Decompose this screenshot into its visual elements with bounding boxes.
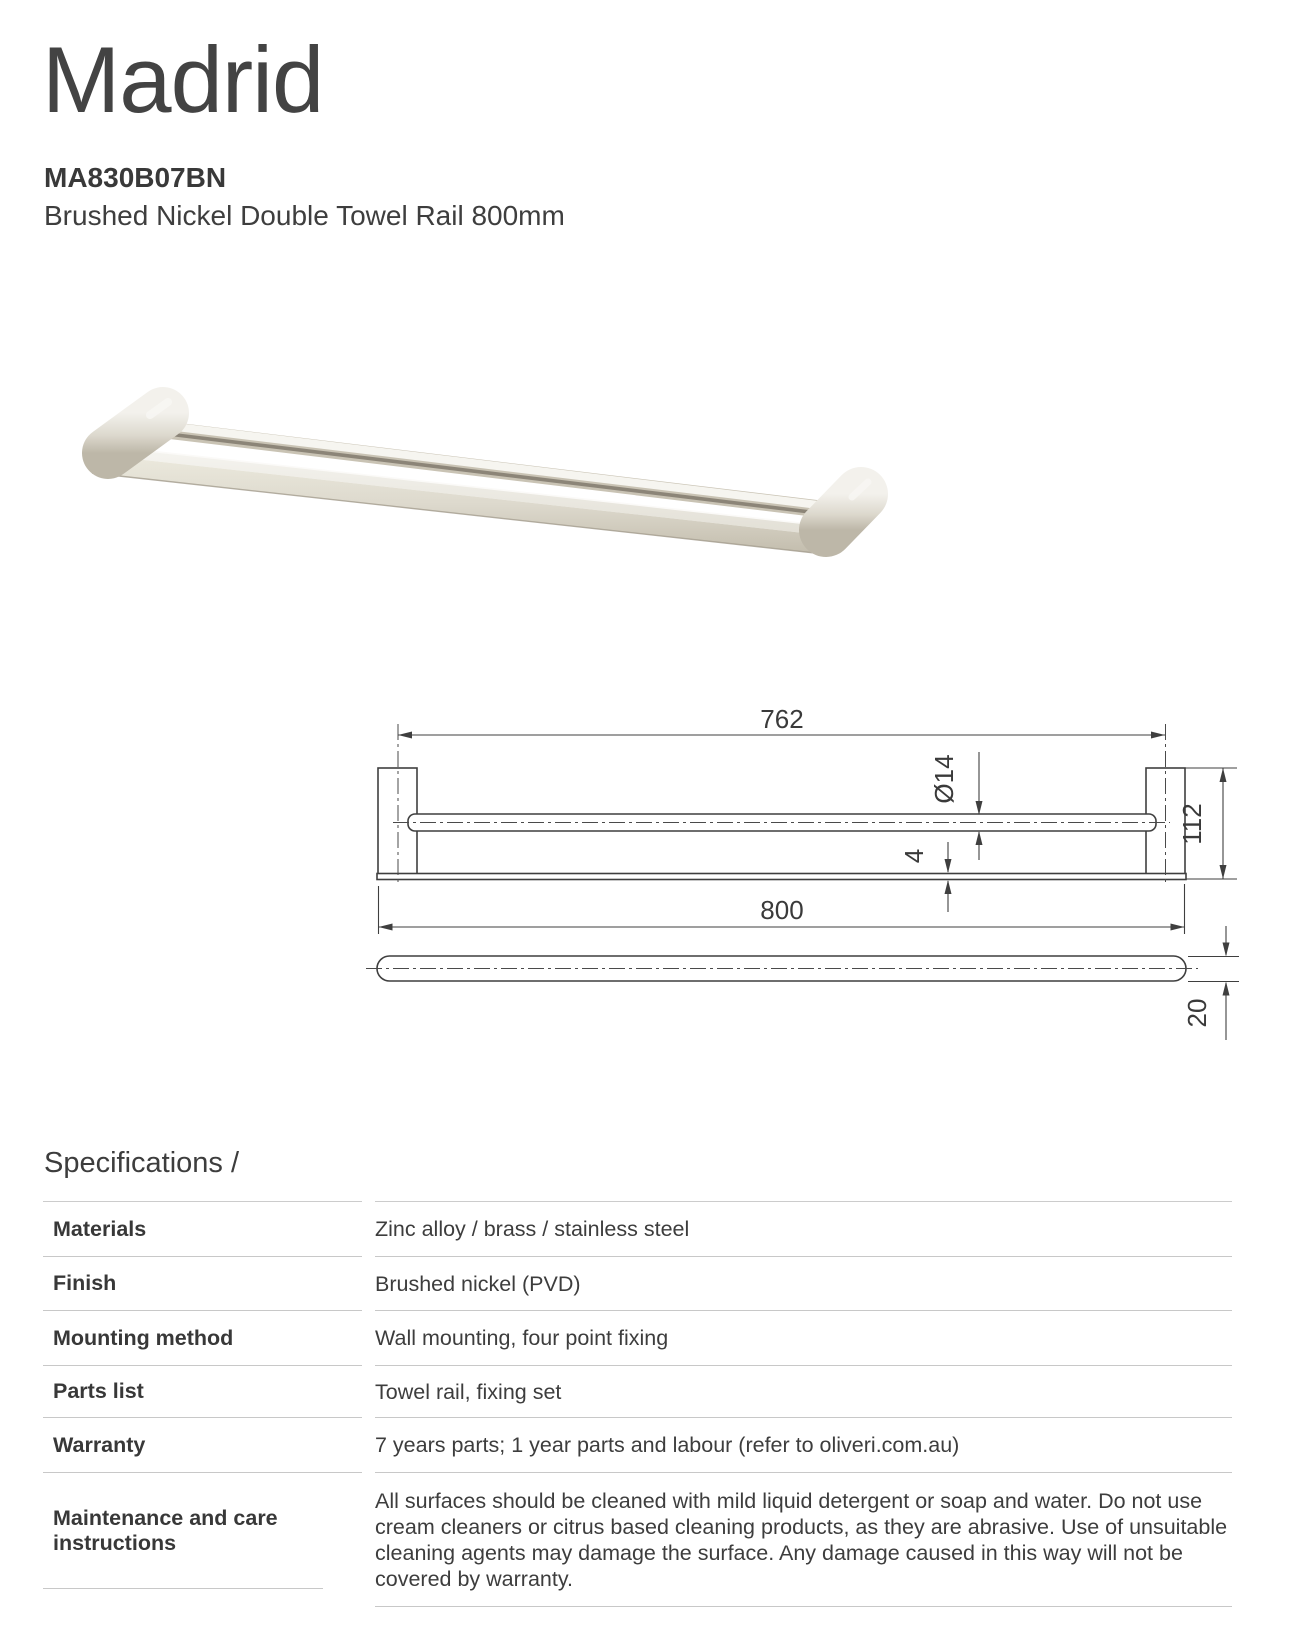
dimension-800: [379, 884, 1185, 934]
dim-plate-label: 4: [899, 848, 929, 864]
spec-label-warranty: Warranty: [43, 1418, 362, 1473]
spec-label-mounting: Mounting method: [43, 1311, 362, 1366]
product-code: MA830B07BN: [44, 162, 227, 193]
technical-drawing: [350, 655, 1260, 1055]
dim-depth-label: 20: [1182, 998, 1212, 1028]
product-description: Brushed Nickel Double Towel Rail 800mm: [44, 200, 565, 231]
spec-value-mounting: Wall mounting, four point fixing: [375, 1311, 1232, 1366]
dimension-20: [1182, 926, 1239, 1040]
table-row: [43, 1418, 1232, 1473]
spec-label-materials: Materials: [43, 1201, 362, 1257]
specifications-heading: Specifications /: [44, 1147, 240, 1179]
table-row: [43, 1311, 1232, 1366]
spec-label-finish: Finish: [43, 1257, 362, 1311]
dim-diameter-label: Ø14: [929, 754, 959, 804]
drawing-wall-plate: [377, 874, 1186, 880]
dimension-112: [1177, 768, 1237, 879]
table-row: [43, 1473, 1232, 1607]
table-row: [43, 1257, 1232, 1311]
spec-value-warranty: 7 years parts; 1 year parts and labour (refer to oliveri.com.au): [375, 1418, 1232, 1473]
photo-right-post: [826, 494, 861, 530]
spec-value-materials: Zinc alloy / brass / stainless steel: [375, 1201, 1232, 1257]
dim-height-label: 112: [1177, 803, 1207, 845]
table-row: [43, 1366, 1232, 1418]
spec-value-finish: Brushed nickel (PVD): [375, 1257, 1232, 1311]
dim-762-label: 762: [760, 704, 804, 734]
specifications-table: [43, 1201, 1232, 1607]
spec-value-parts: Towel rail, fixing set: [375, 1366, 1232, 1418]
page-title: Madrid: [42, 27, 324, 132]
dim-overall-label: 800: [760, 895, 804, 925]
table-row: [43, 1201, 1232, 1257]
photo-left-post: [108, 413, 163, 453]
spec-label-parts: Parts list: [43, 1366, 362, 1418]
spec-label-maintenance: Maintenance and care instructions: [43, 1473, 323, 1589]
product-photo: [60, 340, 910, 580]
spec-value-maintenance: All surfaces should be cleaned with mild liquid detergent or soap and water. Do not use cream cleaners or citrus based cleaning products, as they are abrasive. Use of unsuitable cleaning agents may damage the surface. Any damage caused in this way will not be covered by warranty.: [375, 1473, 1232, 1607]
dimension-diameter-14: [929, 752, 983, 860]
dimension-762: [398, 704, 1165, 739]
